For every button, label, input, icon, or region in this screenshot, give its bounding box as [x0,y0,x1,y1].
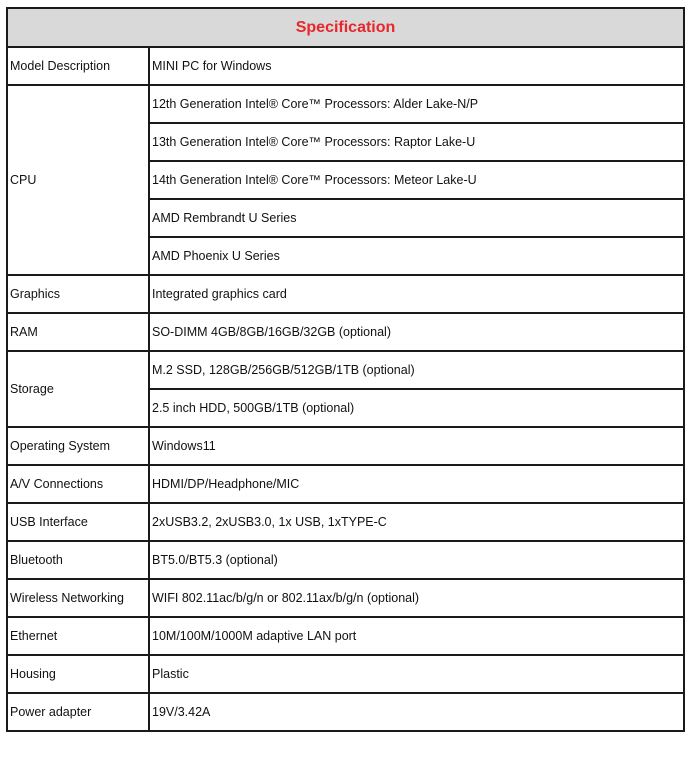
table-row [7,541,684,579]
spec-label-cell: Power adapter [7,693,149,731]
table-row [7,85,684,123]
spec-label-cell: RAM [7,313,149,351]
table-row [7,617,684,655]
table-row [7,693,684,731]
spec-value-cell: 19V/3.42A [149,693,684,731]
spec-label-cell: Wireless Networking [7,579,149,617]
spec-value-cell: 10M/100M/1000M adaptive LAN port [149,617,684,655]
table-row [7,275,684,313]
specification-table [6,7,685,732]
table-row [7,503,684,541]
spec-value-cell: M.2 SSD, 128GB/256GB/512GB/1TB (optional) [149,351,684,389]
spec-value-cell: 2.5 inch HDD, 500GB/1TB (optional) [149,389,684,427]
spec-value-cell: BT5.0/BT5.3 (optional) [149,541,684,579]
spec-value-cell: Plastic [149,655,684,693]
table-header-row [7,8,684,47]
spec-value-cell: WIFI 802.11ac/b/g/n or 802.11ax/b/g/n (optional) [149,579,684,617]
spec-value-cell: SO-DIMM 4GB/8GB/16GB/32GB (optional) [149,313,684,351]
table-row [7,47,684,85]
spec-label-cell: Ethernet [7,617,149,655]
table-row [7,579,684,617]
spec-label-cell: Housing [7,655,149,693]
spec-label-cell: Storage [7,351,149,427]
spec-value-cell: AMD Rembrandt U Series [149,199,684,237]
spec-label-cell: USB Interface [7,503,149,541]
table-body [7,47,684,731]
spec-value-cell: 2xUSB3.2, 2xUSB3.0, 1x USB, 1xTYPE-C [149,503,684,541]
table-row [7,655,684,693]
spec-value-cell: AMD Phoenix U Series [149,237,684,275]
spec-label-cell: Operating System [7,427,149,465]
spec-value-cell: 12th Generation Intel® Core™ Processors: Alder Lake-N/P [149,85,684,123]
table-row [7,313,684,351]
table-title: Specification [7,8,684,47]
table-row [7,351,684,389]
spec-label-cell: A/V Connections [7,465,149,503]
spec-value-cell: MINI PC for Windows [149,47,684,85]
spec-value-cell: 14th Generation Intel® Core™ Processors: Meteor Lake-U [149,161,684,199]
spec-label-cell: Bluetooth [7,541,149,579]
spec-value-cell: HDMI/DP/Headphone/MIC [149,465,684,503]
spec-label-cell: Graphics [7,275,149,313]
table-row [7,465,684,503]
spec-value-cell: Windows11 [149,427,684,465]
table-row [7,427,684,465]
spec-value-cell: Integrated graphics card [149,275,684,313]
spec-label-cell: CPU [7,85,149,275]
spec-label-cell: Model Description [7,47,149,85]
spec-value-cell: 13th Generation Intel® Core™ Processors: Raptor Lake-U [149,123,684,161]
